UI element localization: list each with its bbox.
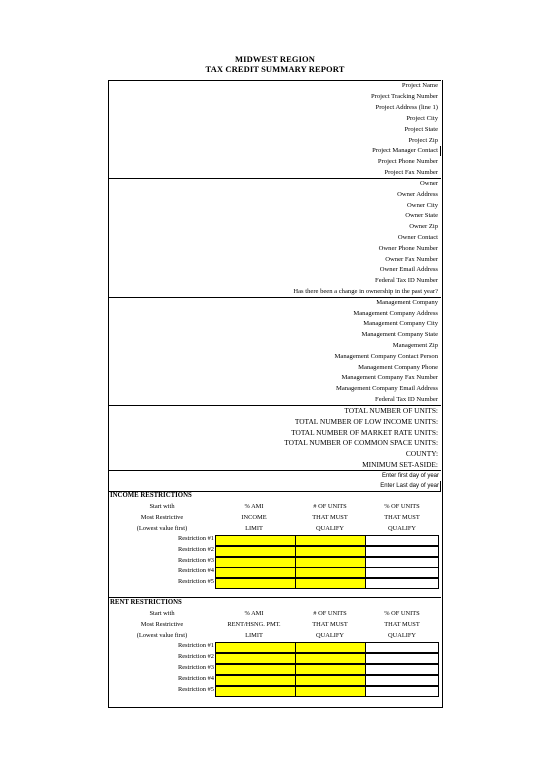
rent-hdr-units-1: # OF UNITS xyxy=(313,610,347,617)
income-units-input-1[interactable] xyxy=(295,535,366,546)
owner-address-label: Owner Address xyxy=(397,191,438,198)
total-common-space-label: TOTAL NUMBER OF COMMON SPACE UNITS: xyxy=(284,438,438,447)
income-hdr-units-2: THAT MUST xyxy=(312,514,348,521)
rent-hdr-units-3: QUALIFY xyxy=(315,632,345,639)
owner-email-label: Owner Email Address xyxy=(379,266,438,273)
income-ami-input-5[interactable] xyxy=(215,578,296,589)
rent-restriction-5-label: Restriction #5 xyxy=(177,686,214,693)
project-city-label: Project City xyxy=(406,115,438,122)
owner-zip-label: Owner Zip xyxy=(409,223,438,230)
income-hdr-ami-3: LIMIT xyxy=(245,525,263,532)
income-section-title: INCOME RESTRICTIONS xyxy=(110,492,192,499)
income-hdr-start-1: Start with xyxy=(149,503,175,510)
rent-ami-input-4[interactable] xyxy=(215,675,296,686)
rent-hdr-units-2: THAT MUST xyxy=(312,621,348,628)
income-pct-cell-5[interactable] xyxy=(365,578,439,589)
owner-state-label: Owner State xyxy=(405,212,438,219)
income-hdr-start-3: (Lowest value first) xyxy=(136,525,188,532)
project-address-label: Project Address (line 1) xyxy=(375,104,438,111)
rent-restriction-2-label: Restriction #2 xyxy=(177,653,214,660)
project-fax-label: Project Fax Number xyxy=(384,169,438,176)
first-day-label: Enter first day of year xyxy=(381,473,439,479)
ownership-change-question: Has there been a change in ownership in the past year? xyxy=(293,288,438,295)
divider-owner xyxy=(108,178,441,179)
income-restriction-2-label: Restriction #2 xyxy=(177,546,214,553)
rent-restriction-1-label: Restriction #1 xyxy=(177,642,214,649)
income-units-input-5[interactable] xyxy=(295,578,366,589)
mgmt-phone-label: Management Company Phone xyxy=(358,364,438,371)
rent-hdr-ami-2: RENT/HSNG. PMT. xyxy=(227,621,281,628)
income-pct-cell-4[interactable] xyxy=(365,567,439,578)
mgmt-state-label: Management Company State xyxy=(361,331,438,338)
rent-ami-input-3[interactable] xyxy=(215,664,296,675)
rent-hdr-pct-2: THAT MUST xyxy=(384,621,420,628)
mgmt-address-label: Management Company Address xyxy=(353,310,438,317)
owner-label: Owner xyxy=(420,180,438,187)
income-hdr-units-1: # OF UNITS xyxy=(313,503,347,510)
income-hdr-start-2: Most Restrictive xyxy=(140,514,184,521)
owner-tax-id-label: Federal Tax ID Number xyxy=(375,277,438,284)
income-pct-cell-1[interactable] xyxy=(365,535,439,546)
rent-pct-cell-4[interactable] xyxy=(365,675,439,686)
rent-pct-cell-2[interactable] xyxy=(365,653,439,664)
income-hdr-ami-1: % AMI xyxy=(244,503,264,510)
project-manager-label: Project Manager Contact xyxy=(372,147,438,154)
total-low-income-label: TOTAL NUMBER OF LOW INCOME UNITS: xyxy=(294,417,438,426)
income-hdr-pct-1: % OF UNITS xyxy=(384,503,420,510)
total-units-label: TOTAL NUMBER OF UNITS: xyxy=(344,406,438,415)
rent-restriction-3-label: Restriction #3 xyxy=(177,664,214,671)
rent-units-input-4[interactable] xyxy=(295,675,366,686)
income-ami-input-4[interactable] xyxy=(215,567,296,578)
income-restriction-4-label: Restriction #4 xyxy=(177,567,214,574)
mgmt-contact-label: Management Company Contact Person xyxy=(334,353,438,360)
rent-hdr-pct-3: QUALIFY xyxy=(387,632,417,639)
rent-units-input-3[interactable] xyxy=(295,664,366,675)
rent-ami-input-1[interactable] xyxy=(215,642,296,653)
income-units-input-2[interactable] xyxy=(295,546,366,557)
mgmt-tax-id-label: Federal Tax ID Number xyxy=(375,396,438,403)
project-phone-label: Project Phone Number xyxy=(377,158,438,165)
total-market-rate-label: TOTAL NUMBER OF MARKET RATE UNITS: xyxy=(291,428,438,437)
mgmt-fax-label: Management Company Fax Number xyxy=(341,374,438,381)
min-set-aside-label: MINIMUM SET-ASIDE: xyxy=(362,460,438,469)
income-restriction-1-label: Restriction #1 xyxy=(177,535,214,542)
rent-section-title: RENT RESTRICTIONS xyxy=(110,599,182,606)
income-restriction-5-label: Restriction #5 xyxy=(177,578,214,585)
owner-phone-label: Owner Phone Number xyxy=(378,245,438,252)
income-ami-input-1[interactable] xyxy=(215,535,296,546)
rent-pct-cell-5[interactable] xyxy=(365,686,439,697)
income-hdr-pct-2: THAT MUST xyxy=(384,514,420,521)
project-name-label: Project Name xyxy=(401,82,438,89)
rent-ami-input-2[interactable] xyxy=(215,653,296,664)
rent-units-input-5[interactable] xyxy=(295,686,366,697)
income-hdr-ami-2: INCOME xyxy=(241,514,267,521)
report-title-region: MIDWEST REGION xyxy=(235,54,315,64)
divider-rent xyxy=(108,597,441,598)
income-hdr-pct-3: QUALIFY xyxy=(387,525,417,532)
mgmt-zip-label: Management Zip xyxy=(392,342,438,349)
income-pct-cell-2[interactable] xyxy=(365,546,439,557)
rent-units-input-2[interactable] xyxy=(295,653,366,664)
report-title: TAX CREDIT SUMMARY REPORT xyxy=(205,64,345,74)
divider-top xyxy=(108,80,441,81)
rent-ami-input-5[interactable] xyxy=(215,686,296,697)
owner-fax-label: Owner Fax Number xyxy=(385,256,438,263)
rent-pct-cell-1[interactable] xyxy=(365,642,439,653)
mgmt-city-label: Management Company City xyxy=(363,320,438,327)
rent-pct-cell-3[interactable] xyxy=(365,664,439,675)
last-day-label: Enter Last day of year xyxy=(380,483,439,489)
income-units-input-4[interactable] xyxy=(295,567,366,578)
rent-restriction-4-label: Restriction #4 xyxy=(177,675,214,682)
rent-units-input-1[interactable] xyxy=(295,642,366,653)
rent-hdr-start-1: Start with xyxy=(149,610,175,617)
rent-hdr-ami-1: % AMI xyxy=(244,610,264,617)
owner-city-label: Owner City xyxy=(407,202,438,209)
project-state-label: Project State xyxy=(404,126,438,133)
income-ami-input-2[interactable] xyxy=(215,546,296,557)
rent-hdr-pct-1: % OF UNITS xyxy=(384,610,420,617)
mgmt-company-label: Management Company xyxy=(376,299,438,306)
mgmt-email-label: Management Company Email Address xyxy=(336,385,438,392)
owner-contact-label: Owner Contact xyxy=(397,234,438,241)
cell-cursor-dates xyxy=(440,481,441,491)
project-tracking-label: Project Tracking Number xyxy=(370,93,438,100)
rent-hdr-start-3: (Lowest value first) xyxy=(136,632,188,639)
county-label: COUNTY: xyxy=(405,449,438,458)
income-restriction-3-label: Restriction #3 xyxy=(177,557,214,564)
cell-cursor xyxy=(440,146,441,156)
income-hdr-units-3: QUALIFY xyxy=(315,525,345,532)
rent-hdr-start-2: Most Restrictive xyxy=(140,621,184,628)
rent-hdr-ami-3: LIMIT xyxy=(245,632,263,639)
project-zip-label: Project Zip xyxy=(408,137,438,144)
